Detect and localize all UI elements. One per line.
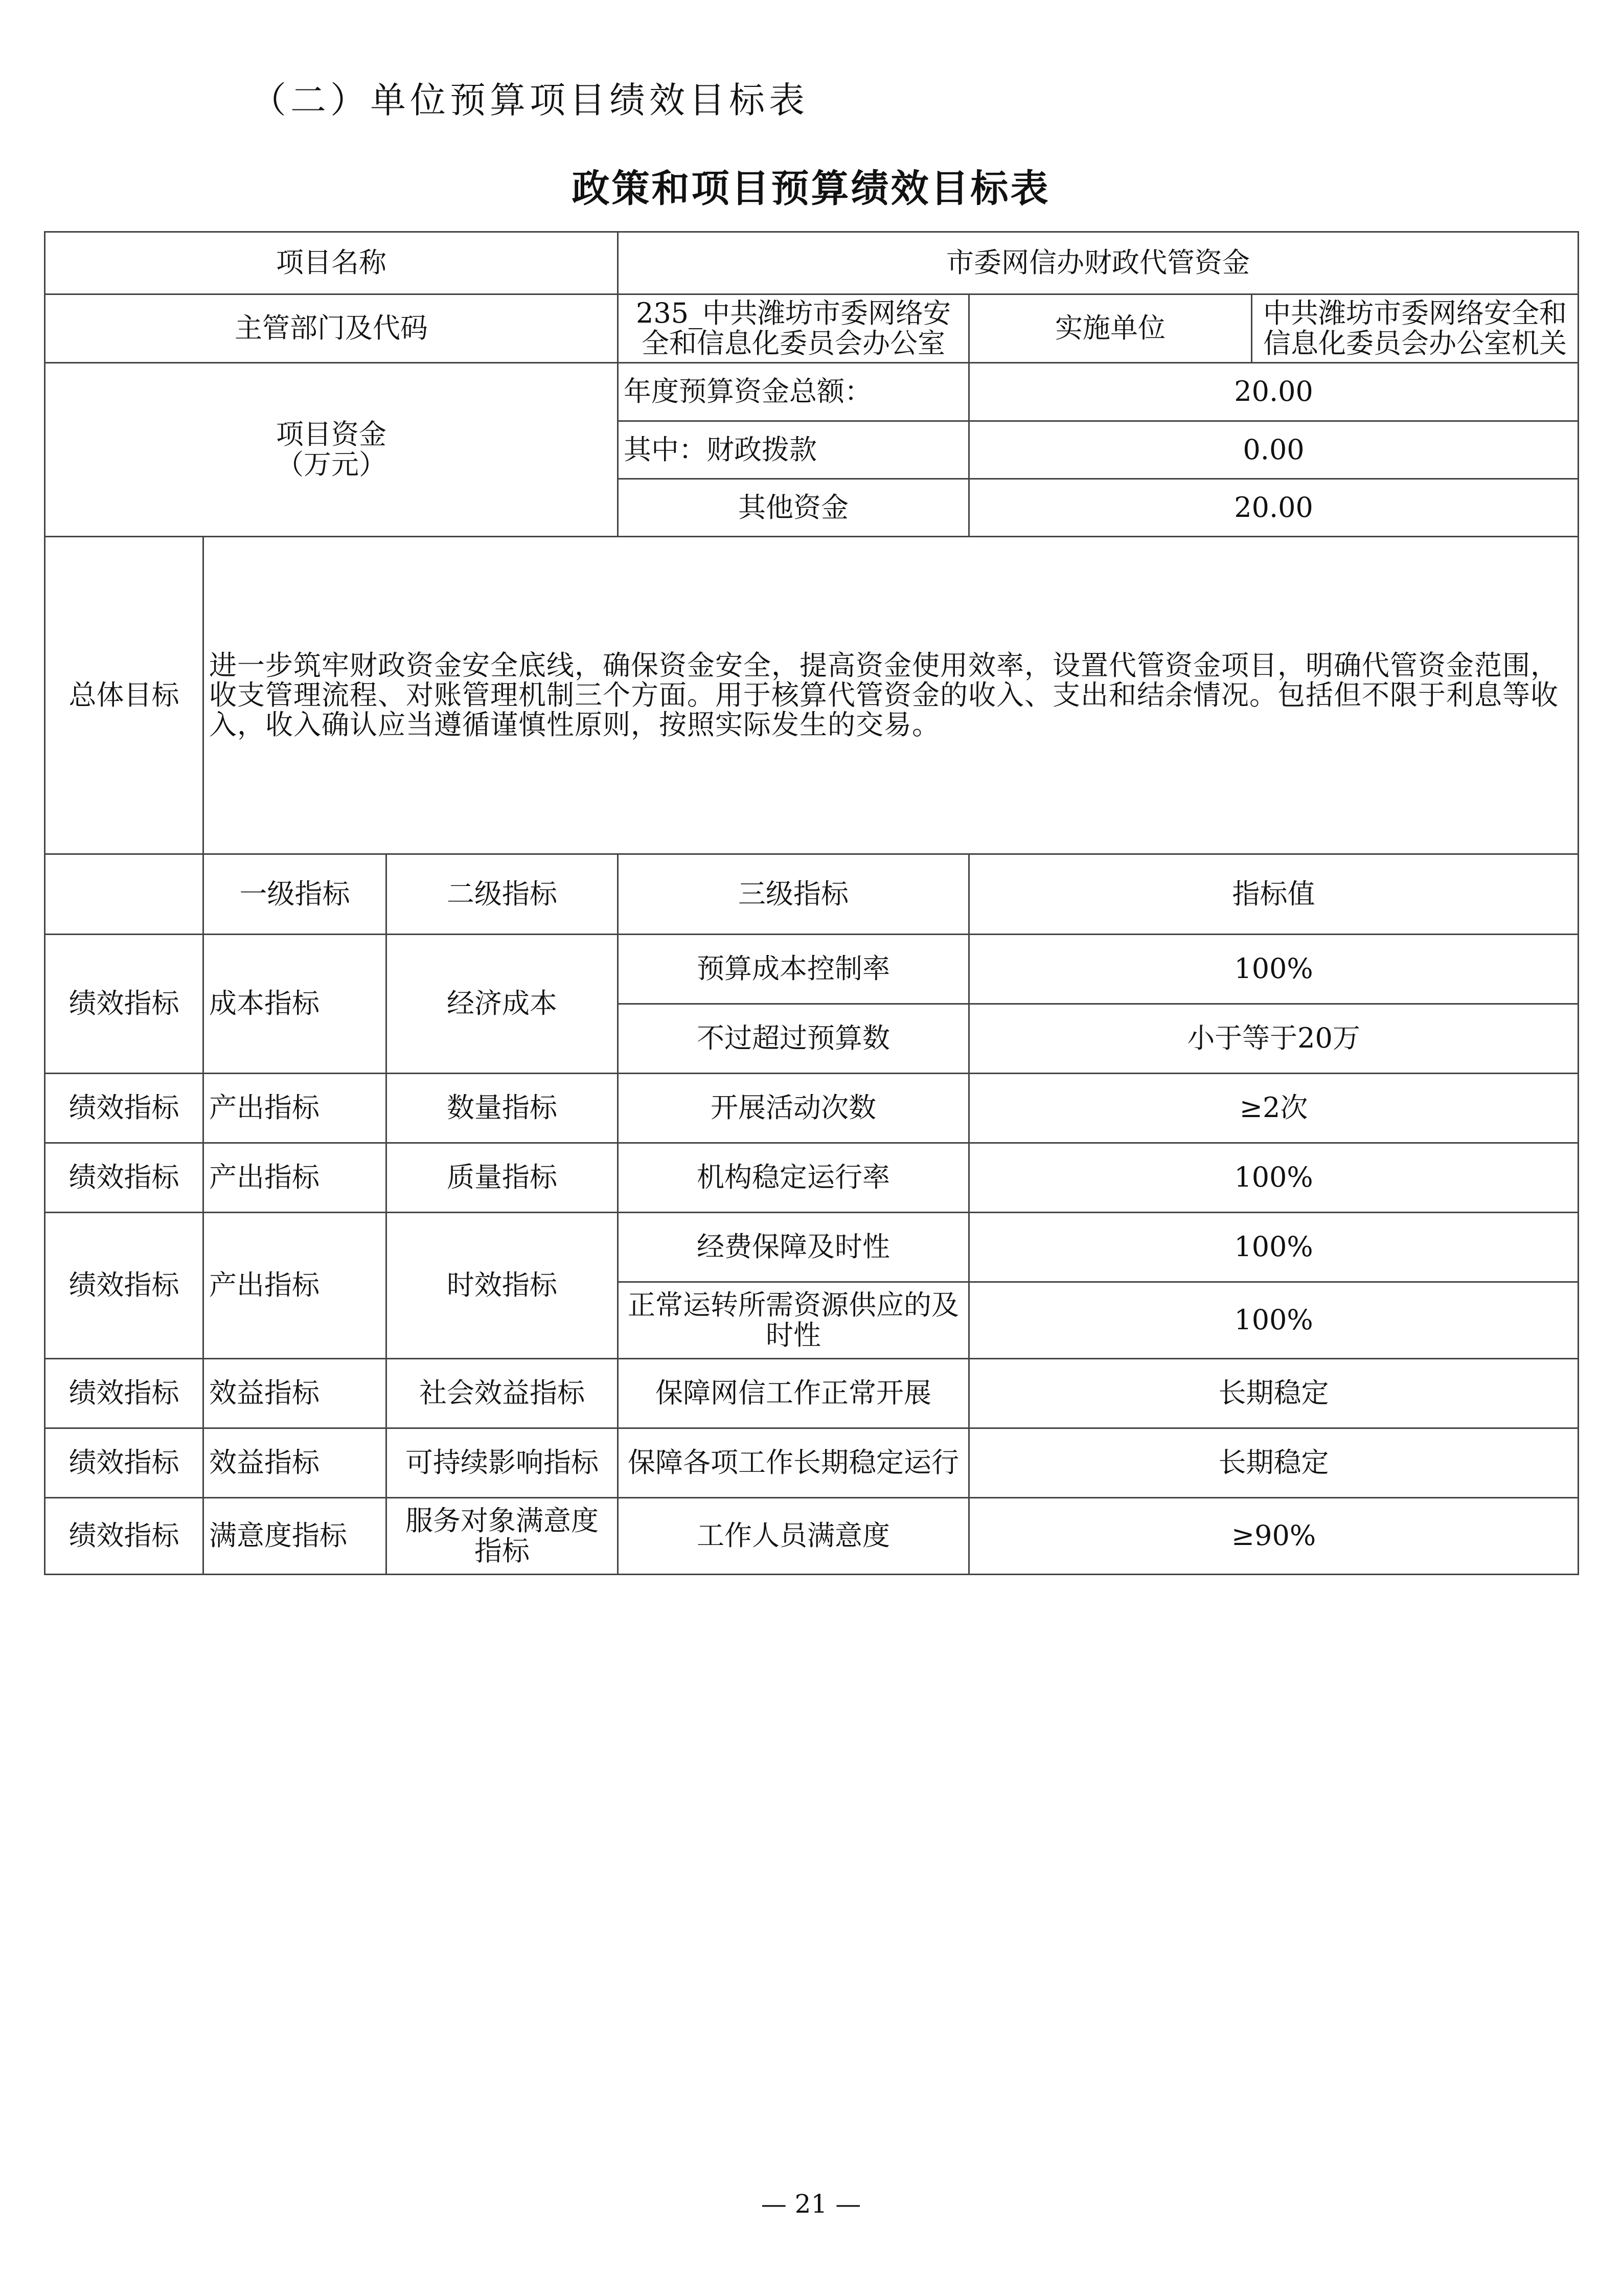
indicator-row [45, 935, 1579, 1004]
indicator-level2: 时效指标 [386, 1213, 618, 1359]
header-level1: 一级指标 [203, 854, 386, 935]
indicator-category: 绩效指标 [45, 1359, 203, 1428]
indicator-level3: 机构稳定运行率 [618, 1143, 969, 1213]
annual-budget-label: 年度预算资金总额： [618, 363, 969, 421]
indicator-level3: 经费保障及时性 [618, 1213, 969, 1282]
indicator-level2: 数量指标 [386, 1074, 618, 1143]
overall-goal-row [45, 537, 1579, 854]
indicator-category: 绩效指标 [45, 1143, 203, 1213]
indicator-level3: 保障各项工作长期稳定运行 [618, 1428, 969, 1498]
section-title: （二）单位预算项目绩效目标表 [250, 79, 809, 121]
project-name-row [45, 232, 1579, 294]
header-level3: 三级指标 [618, 854, 969, 935]
other-funds-value: 20.00 [969, 479, 1579, 537]
indicator-level2: 社会效益指标 [386, 1359, 618, 1428]
indicator-value: 100% [969, 1143, 1579, 1213]
header-blank [45, 854, 203, 935]
project-name-label: 项目名称 [45, 232, 618, 294]
indicator-level1: 满意度指标 [203, 1498, 386, 1575]
indicator-category: 绩效指标 [45, 1213, 203, 1359]
table-title: 政策和项目预算绩效目标表 [572, 167, 1050, 211]
annual-budget-value: 20.00 [969, 363, 1579, 421]
indicator-level3: 正常运转所需资源供应的及时性 [618, 1282, 969, 1359]
funds-row-total [45, 363, 1579, 421]
indicator-value: 100% [969, 1213, 1579, 1282]
other-funds-label: 其他资金 [618, 479, 969, 537]
indicator-value: ≥2次 [969, 1074, 1579, 1143]
indicator-header-row [45, 854, 1579, 935]
indicator-level2: 经济成本 [386, 935, 618, 1074]
department-row [45, 294, 1579, 363]
indicator-row [45, 1074, 1579, 1143]
header-level2: 二级指标 [386, 854, 618, 935]
indicator-row [45, 1213, 1579, 1282]
indicator-level3: 预算成本控制率 [618, 935, 969, 1004]
indicator-level1: 产出指标 [203, 1074, 386, 1143]
indicator-level3: 保障网信工作正常开展 [618, 1359, 969, 1428]
indicator-value: 长期稳定 [969, 1359, 1579, 1428]
indicator-value: ≥90% [969, 1498, 1579, 1575]
fiscal-allocation-label: 其中：财政拨款 [618, 421, 969, 479]
indicator-category: 绩效指标 [45, 1428, 203, 1498]
indicator-value: 长期稳定 [969, 1428, 1579, 1498]
dept-value: 235_中共潍坊市委网络安全和信息化委员会办公室 [618, 294, 969, 363]
indicator-level3: 开展活动次数 [618, 1074, 969, 1143]
project-name-value: 市委网信办财政代管资金 [618, 232, 1579, 294]
indicator-level2: 服务对象满意度指标 [386, 1498, 618, 1575]
indicator-level3: 工作人员满意度 [618, 1498, 969, 1575]
indicator-level1: 产出指标 [203, 1143, 386, 1213]
indicator-row [45, 1498, 1579, 1575]
indicator-category: 绩效指标 [45, 935, 203, 1074]
indicator-level1: 效益指标 [203, 1428, 386, 1498]
indicator-row [45, 1143, 1579, 1213]
indicator-row [45, 1359, 1579, 1428]
indicator-level1: 效益指标 [203, 1359, 386, 1428]
overall-goal-label: 总体目标 [45, 537, 203, 854]
impl-unit-value: 中共潍坊市委网络安全和信息化委员会办公室机关 [1252, 294, 1579, 363]
indicator-level2: 可持续影响指标 [386, 1428, 618, 1498]
indicator-level1: 产出指标 [203, 1213, 386, 1359]
performance-goal-table [44, 231, 1579, 1575]
indicator-level1: 成本指标 [203, 935, 386, 1074]
dept-label: 主管部门及代码 [45, 294, 618, 363]
indicator-level2: 质量指标 [386, 1143, 618, 1213]
funds-label-line1: 项目资金 [276, 418, 387, 451]
indicator-category: 绩效指标 [45, 1074, 203, 1143]
indicator-value: 100% [969, 1282, 1579, 1359]
header-value: 指标值 [969, 854, 1579, 935]
indicator-value: 100% [969, 935, 1579, 1004]
funds-label-line2: （万元） [276, 448, 387, 481]
fiscal-allocation-value: 0.00 [969, 421, 1579, 479]
indicator-row [45, 1428, 1579, 1498]
indicator-level3: 不过超过预算数 [618, 1004, 969, 1074]
indicator-value: 小于等于20万 [969, 1004, 1579, 1074]
funds-label [45, 363, 618, 537]
indicator-category: 绩效指标 [45, 1498, 203, 1575]
overall-goal-text: 进一步筑牢财政资金安全底线，确保资金安全，提高资金使用效率，设置代管资金项目，明确代管资金范围，收支管理流程、对账管理机制三个方面。用于核算代管资金的收入、支出和结余情况。包括但不限于利息等收入，收入确认应当遵循谨慎性原则，按照实际发生的交易。 [203, 537, 1579, 854]
page-number: — 21 — [761, 2189, 861, 2219]
impl-unit-label: 实施单位 [969, 294, 1252, 363]
